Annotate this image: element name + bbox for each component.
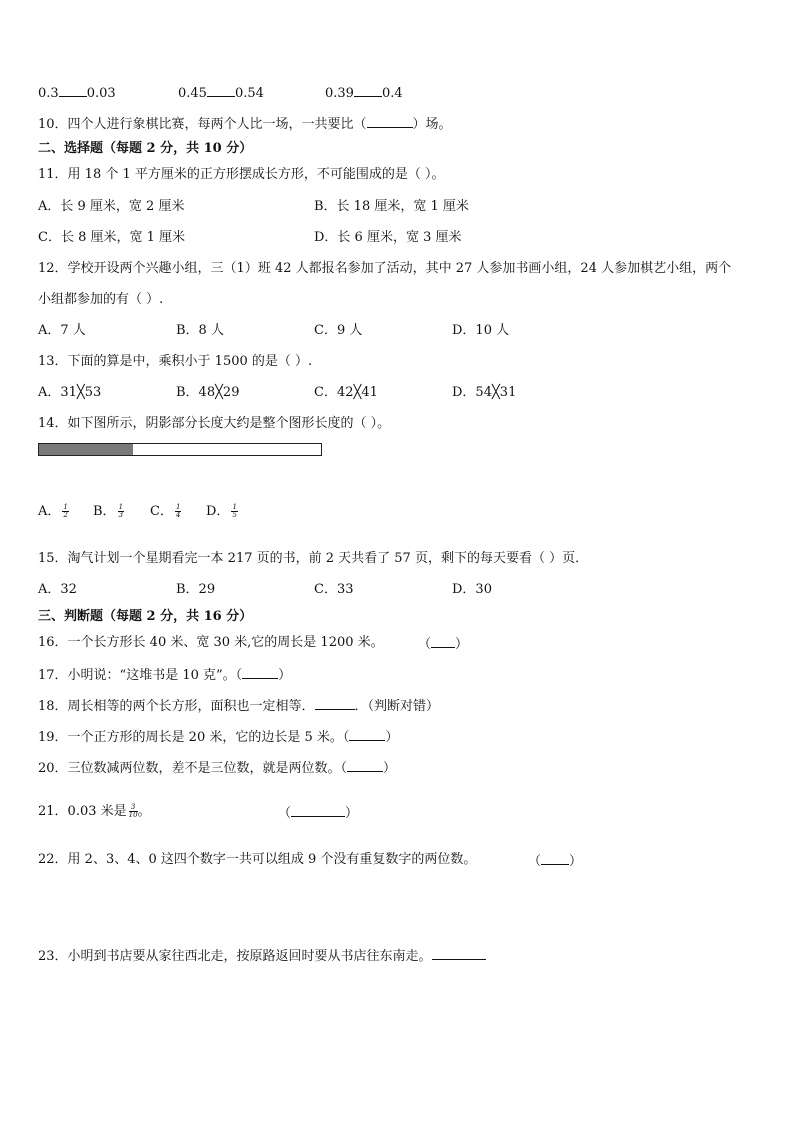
- q12-option-d[interactable]: D．10 人: [452, 323, 510, 338]
- q22-blank[interactable]: [541, 851, 569, 865]
- question-23: 23．小明到书店要从家往西北走，按原路返回时要从书店往东南走。: [38, 946, 486, 966]
- q14-option-c[interactable]: [150, 503, 181, 521]
- compare-a-left: 0.3: [38, 86, 59, 101]
- q12-option-c[interactable]: C．9 人: [314, 323, 363, 338]
- question-18: 18．周长相等的两个长方形，面积也一定相等． ．（判断对错）: [38, 696, 439, 716]
- question-13: 13．下面的算是中，乘积小于 1500 的是（ ）.: [38, 354, 313, 369]
- section-3-heading: 三、判断题（每题 2 分，共 16 分）: [38, 609, 253, 624]
- q14-option-a[interactable]: [38, 503, 69, 521]
- q12-option-b[interactable]: B．8 人: [176, 323, 224, 338]
- compare-a: [38, 86, 116, 101]
- q22-answer[interactable]: （ ）: [528, 851, 582, 871]
- q15-option-c[interactable]: C．33: [314, 582, 354, 597]
- q23-blank[interactable]: [432, 946, 486, 960]
- compare-a-blank[interactable]: [59, 83, 87, 97]
- q14-option-b-fraction: $\frac{1}{3}$: [118, 503, 124, 519]
- q14-option-d-label: D．: [206, 504, 230, 519]
- compare-c: [325, 83, 403, 103]
- question-17: 17．小明说：“这堆书是 10 克”。（ ）: [38, 665, 291, 685]
- q15-option-d[interactable]: D．30: [452, 582, 492, 597]
- q11-option-d[interactable]: D．长 6 厘米，宽 3 厘米: [314, 230, 462, 245]
- q14-option-a-fraction: $\frac{1}{2}$: [63, 503, 68, 519]
- q11-option-b[interactable]: B．长 18 厘米，宽 1 厘米: [314, 199, 469, 214]
- compare-b: [178, 83, 264, 103]
- q14-option-d[interactable]: [206, 503, 238, 521]
- section-2-heading: 二、选择题（每题 2 分，共 10 分）: [38, 141, 253, 156]
- q18-blank[interactable]: [315, 696, 355, 710]
- compare-c-right: 0.4: [381, 86, 403, 101]
- question-14: 14．如下图所示，阴影部分长度大约是整个图形长度的（ ）。: [38, 416, 391, 431]
- q10-blank[interactable]: [367, 114, 413, 128]
- q16-blank[interactable]: [431, 634, 455, 648]
- q14-option-b[interactable]: [93, 503, 124, 521]
- compare-b-left: 0.45: [178, 86, 207, 101]
- q13-option-a[interactable]: A．31╳53: [38, 385, 102, 400]
- q21-blank[interactable]: [291, 803, 345, 817]
- q13-option-d[interactable]: D．54╳31: [452, 385, 517, 400]
- q12-option-a[interactable]: A．7 人: [38, 323, 86, 338]
- compare-c-left: 0.39: [325, 86, 354, 101]
- question-16: 16．一个长方形长 40 米、宽 30 米,它的周长是 1200 米。: [38, 635, 384, 650]
- q19-blank[interactable]: [349, 727, 385, 741]
- q14-shaded-portion: [39, 444, 133, 455]
- q14-option-a-label: A．: [38, 504, 61, 519]
- q14-option-d-fraction: $\frac{1}{5}$: [232, 503, 237, 519]
- q20-blank[interactable]: [347, 758, 383, 772]
- q16-answer[interactable]: （ ）: [418, 634, 468, 654]
- compare-b-blank[interactable]: [207, 83, 235, 97]
- compare-row: [38, 83, 116, 103]
- q14-length-bar: [38, 443, 322, 456]
- question-22: 22．用 2、3、4、0 这四个数字一共可以组成 9 个没有重复数字的两位数。: [38, 852, 477, 867]
- q14-option-c-label: C．: [150, 504, 173, 519]
- q11-option-a[interactable]: A．长 9 厘米，宽 2 厘米: [38, 199, 185, 214]
- question-20: 20．三位数减两位数，差不是三位数，就是两位数。（ ）: [38, 758, 396, 778]
- question-12-line-1: 12．学校开设两个兴趣小组，三（1）班 42 人都报名参加了活动，其中 27 人参加书画小组，24 人参加棋艺小组，两个: [38, 261, 732, 276]
- question-10: [38, 114, 452, 134]
- q15-option-b[interactable]: B．29: [176, 582, 216, 597]
- q10-after: ）场。: [412, 117, 452, 132]
- compare-b-right: 0.54: [234, 86, 264, 101]
- compare-c-blank[interactable]: [354, 83, 382, 97]
- q15-option-a[interactable]: A．32: [38, 582, 77, 597]
- q14-option-c-fraction: $\frac{1}{4}$: [175, 503, 181, 519]
- question-12-line-2: 小组都参加的有（ ）.: [38, 292, 164, 307]
- compare-a-right: 0.03: [86, 86, 116, 101]
- q21-fraction: $\frac{3}{10}$: [128, 803, 138, 819]
- question-15: 15．淘气计划一个星期看完一本 217 页的书，前 2 天共看了 57 页，剩下的每天要看（ ）页．: [38, 551, 589, 566]
- q21-answer[interactable]: （ ）: [278, 803, 358, 823]
- question-19: 19．一个正方形的周长是 20 米，它的边长是 5 米。（ ）: [38, 727, 398, 747]
- q13-option-b[interactable]: B．48╳29: [176, 385, 240, 400]
- q17-blank[interactable]: [242, 665, 278, 679]
- question-11: 11．用 18 个 1 平方厘米的正方形摆成长方形，不可能围成的是（ ）。: [38, 167, 445, 182]
- q11-option-c[interactable]: C．长 8 厘米，宽 1 厘米: [38, 230, 186, 245]
- q14-option-b-label: B．: [93, 504, 116, 519]
- question-21: 21．0.03 米是 $\frac{3}{10}$ 。: [38, 803, 151, 819]
- q10-text: 10．四个人进行象棋比赛，每两个人比一场，一共要比（: [38, 117, 367, 132]
- q13-option-c[interactable]: C．42╳41: [314, 385, 378, 400]
